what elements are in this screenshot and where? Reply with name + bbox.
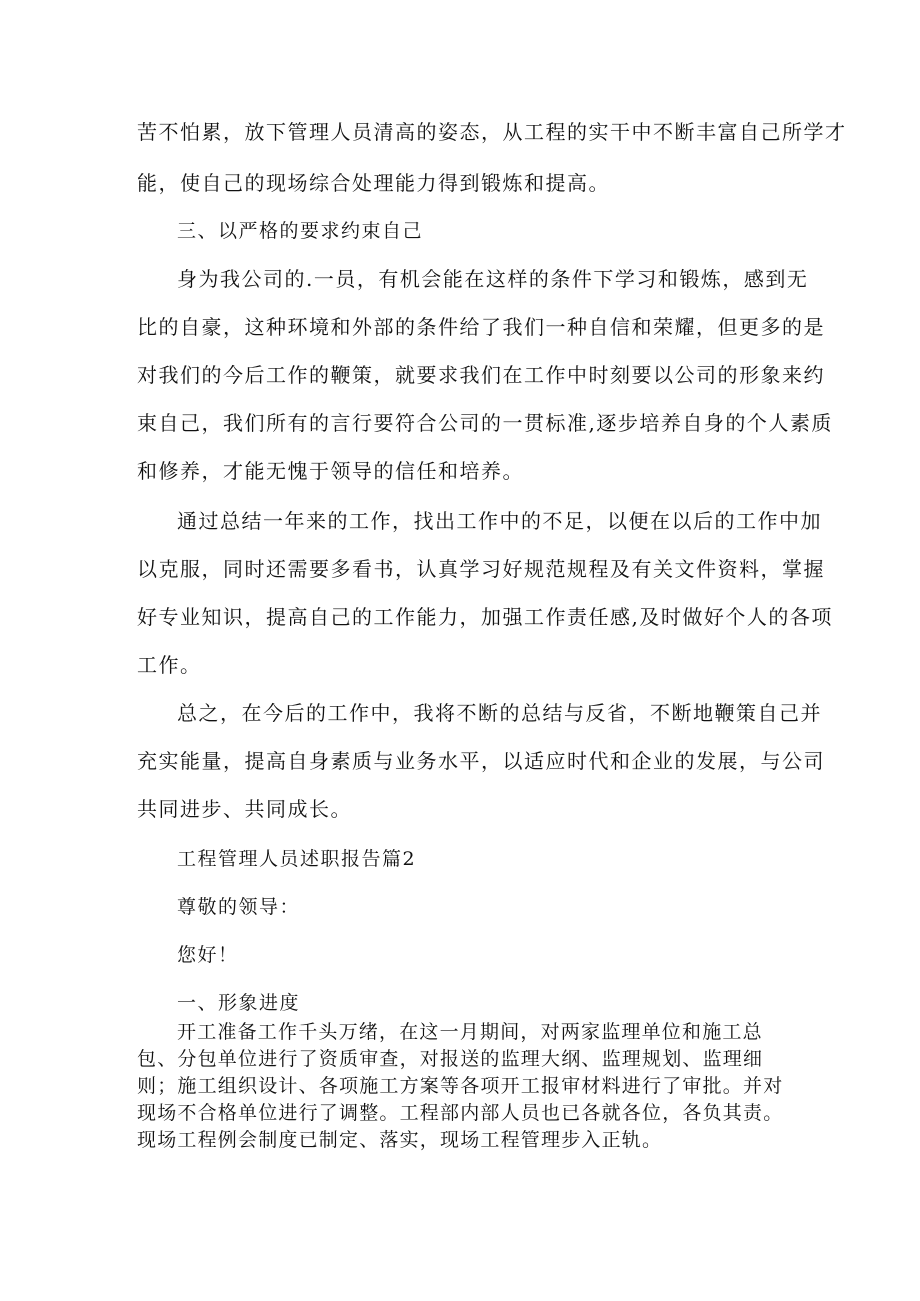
paragraph-line: 总之，在今后的工作中，我将不断的总结与反省，不断地鞭策自己并 (177, 701, 822, 725)
paragraph-line: 包、分包单位进行了资质审查，对报送的监理大纲、监理规划、监理细 (137, 1048, 764, 1070)
paragraph-line: 能，使自己的现场综合处理能力得到锻炼和提高。 (137, 171, 610, 195)
section-heading-3: 三、以严格的要求约束自己 (177, 220, 424, 242)
paragraph-line: 比的自豪，这种环境和外部的条件给了我们一种自信和荣耀，但更多的是 (137, 315, 825, 339)
paragraph-line: 束自己，我们所有的言行要符合公司的一贯标准,逐步培养自身的个人素质 (137, 411, 833, 435)
paragraph-line: 工作。 (137, 653, 202, 677)
salutation: 尊敬的领导： (177, 896, 301, 918)
paragraph-line: 和修养，才能无愧于领导的信任和培养。 (137, 459, 524, 483)
paragraph-line: 充实能量，提高自身素质与业务水平，以适应时代和企业的发展，与公司 (137, 749, 825, 773)
paragraph-line: 以克服，同时还需要多看书，认真学习好规范规程及有关文件资料，掌握 (137, 557, 825, 581)
paragraph-line: 共同进步、共同成长。 (137, 797, 352, 821)
paragraph-line: 现场不合格单位进行了调整。工程部内部人员也已各就各位，各负其责。 (137, 1102, 784, 1124)
section-heading-1: 一、形象进度 (177, 992, 301, 1014)
paragraph-line: 对我们的今后工作的鞭策，就要求我们在工作中时刻要以公司的形象来约 (137, 363, 825, 387)
report-title: 工程管理人员述职报告篇2 (177, 848, 417, 870)
paragraph-line: 通过总结一年来的工作，找出工作中的不足，以便在以后的工作中加 (177, 509, 822, 533)
paragraph-line: 好专业知识，提高自己的工作能力，加强工作责任感,及时做好个人的各项 (137, 605, 833, 629)
greeting: 您好！ (177, 944, 239, 966)
paragraph-line: 开工准备工作千头万绪，在这一月期间，对两家监理单位和施工总 (177, 1021, 763, 1043)
paragraph-line: 苦不怕累，放下管理人员清高的姿态，从工程的实干中不断丰富自己所学才 (137, 120, 847, 144)
paragraph-line: 则；施工组织设计、各项施工方案等各项开工报审材料进行了审批。并对 (137, 1075, 784, 1097)
paragraph-line: 身为我公司的.一员，有机会能在这样的条件下学习和锻炼，感到无 (177, 267, 809, 291)
paragraph-line: 现场工程例会制度已制定、落实，现场工程管理步入正轨。 (137, 1129, 663, 1151)
